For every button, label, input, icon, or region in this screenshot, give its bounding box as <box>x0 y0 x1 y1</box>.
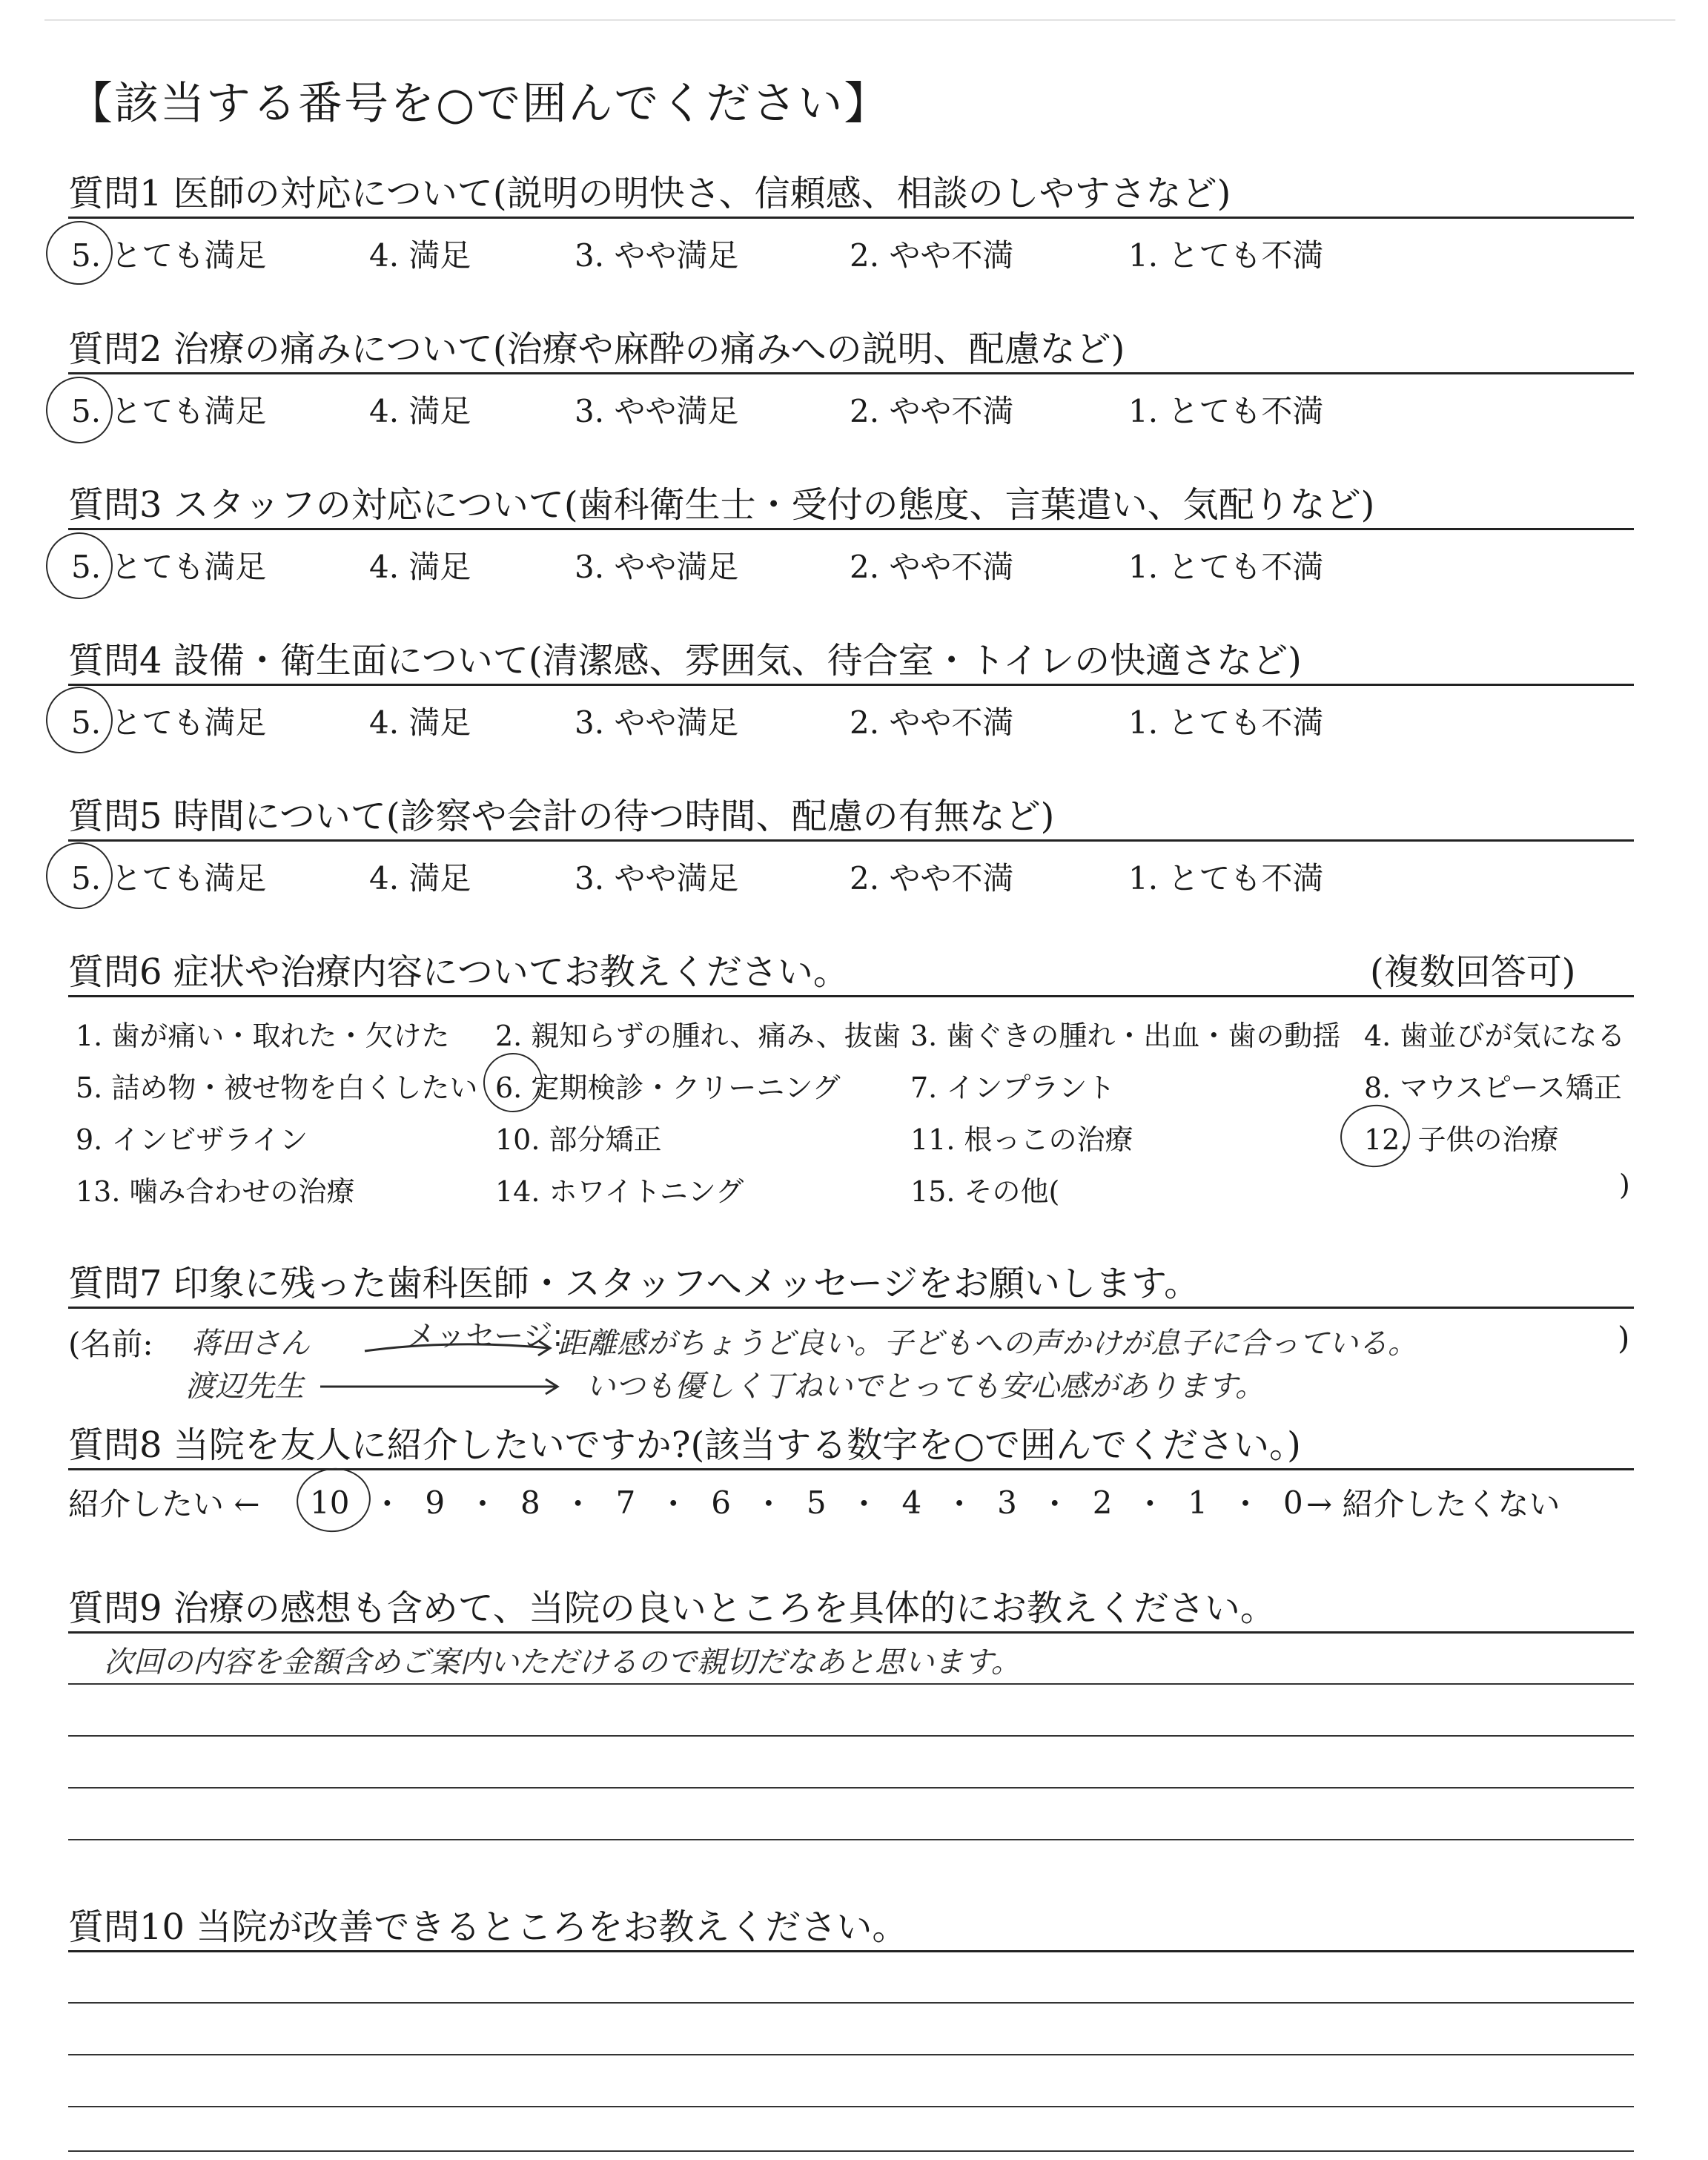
q5-option-5[interactable]: 5. とても満足 <box>71 860 267 896</box>
q1-option-3[interactable]: 3. やや満足 <box>575 237 739 274</box>
q10-answer-line-3 <box>68 2106 1634 2107</box>
q5-option-3[interactable]: 3. やや満足 <box>575 860 739 896</box>
question-1-rule <box>68 217 1634 219</box>
q6-option-8[interactable]: 8. マウスピース矯正 <box>1364 1071 1622 1104</box>
question-7-rule <box>68 1307 1634 1309</box>
q5-selection-circle <box>42 838 117 914</box>
q7-name-label: (名前: <box>68 1326 153 1362</box>
q8-value-7[interactable]: 7 <box>615 1484 636 1521</box>
q8-separator: ・ <box>467 1486 499 1522</box>
q8-scale <box>310 1480 1303 1525</box>
q8-separator: ・ <box>371 1486 403 1522</box>
question-9-rule <box>68 1631 1634 1634</box>
q6-option-15-close: ) <box>1619 1169 1630 1201</box>
q8-left-label: 紹介したい ← <box>68 1486 260 1522</box>
question-2-rule <box>68 372 1634 374</box>
question-10-title: 質問10 当院が改善できるところをお教えください。 <box>68 1906 908 1948</box>
q7-entry-2-message[interactable]: いつも優しく丁ねいでとっても安心感があります。 <box>586 1370 1265 1404</box>
q10-answer-line-1 <box>68 2002 1634 2004</box>
q6-option-9[interactable]: 9. インビザライン <box>76 1123 308 1156</box>
q2-option-5[interactable]: 5. とても満足 <box>71 393 267 429</box>
q4-option-3[interactable]: 3. やや満足 <box>575 704 739 741</box>
q1-option-2[interactable]: 2. やや不満 <box>850 237 1014 274</box>
q8-separator: ・ <box>752 1486 784 1522</box>
q9-answer[interactable]: 次回の内容を金額含めご案内いただけるので親切だなあと思います。 <box>104 1645 1021 1680</box>
question-4-title: 質問4 設備・衛生面について(清潔感、雰囲気、待合室・トイレの快適さなど) <box>68 640 1302 681</box>
q10-answer-line-2 <box>68 2054 1634 2055</box>
q6-option-6[interactable]: 6. 定期検診・クリーニング <box>495 1071 841 1104</box>
question-8-title: 質問8 当院を友人に紹介したいですか?(該当する数字を○で囲んでください。) <box>68 1424 1301 1466</box>
q4-selection-circle <box>42 682 117 758</box>
q4-option-2[interactable]: 2. やや不満 <box>850 704 1014 741</box>
q8-separator: ・ <box>1039 1486 1070 1522</box>
question-8-rule <box>68 1468 1634 1470</box>
q8-value-3[interactable]: 3 <box>997 1484 1017 1521</box>
q8-separator: ・ <box>944 1486 976 1522</box>
q2-option-2[interactable]: 2. やや不満 <box>850 393 1014 429</box>
q6-option-2[interactable]: 2. 親知らずの腫れ、痛み、抜歯 <box>495 1020 901 1052</box>
q6-option-5[interactable]: 5. 詰め物・被せ物を白くしたい <box>76 1071 478 1104</box>
q6-option-12[interactable]: 12. 子供の治療 <box>1364 1123 1559 1156</box>
q4-option-4[interactable]: 4. 満足 <box>369 704 471 741</box>
q7-entry-1-name[interactable]: 蒋田さん <box>191 1327 310 1361</box>
q6-selection-circle-12 <box>1337 1100 1414 1172</box>
question-4-rule <box>68 684 1634 686</box>
q8-value-0[interactable]: 0 <box>1282 1484 1303 1521</box>
question-2-title: 質問2 治療の痛みについて(治療や麻酔の痛みへの説明、配慮など) <box>68 328 1125 370</box>
q6-option-3[interactable]: 3. 歯ぐきの腫れ・出血・歯の動揺 <box>910 1020 1341 1052</box>
q6-option-14[interactable]: 14. ホワイトニング <box>495 1175 744 1208</box>
q1-option-4[interactable]: 4. 満足 <box>369 237 471 274</box>
q3-selection-circle <box>42 528 117 604</box>
q8-selection-circle <box>293 1463 375 1536</box>
q6-option-11[interactable]: 11. 根っこの治療 <box>910 1123 1133 1156</box>
q2-option-4[interactable]: 4. 満足 <box>369 393 471 429</box>
q9-answer-line-2 <box>68 1735 1634 1737</box>
q1-selection-circle <box>42 217 116 289</box>
q1-option-1[interactable]: 1. とても不満 <box>1128 237 1324 274</box>
q1-option-5[interactable]: 5. とても満足 <box>71 237 267 274</box>
q8-value-1[interactable]: 1 <box>1188 1484 1208 1521</box>
q9-answer-line-4 <box>68 1839 1634 1840</box>
question-9-title: 質問9 治療の感想も含めて、当院の良いところを具体的にお教えください。 <box>68 1588 1276 1629</box>
question-3-rule <box>68 528 1634 530</box>
q8-value-8[interactable]: 8 <box>520 1484 540 1521</box>
q7-message-label: メッセージ: <box>406 1319 563 1353</box>
question-3-title: 質問3 スタッフの対応について(歯科衛生士・受付の態度、言葉遣い、気配りなど) <box>68 484 1375 526</box>
q8-value-2[interactable]: 2 <box>1092 1484 1113 1521</box>
q9-answer-line-1 <box>68 1683 1634 1685</box>
q8-separator: ・ <box>562 1486 594 1522</box>
q4-option-5[interactable]: 5. とても満足 <box>71 704 267 741</box>
q8-value-6[interactable]: 6 <box>711 1484 731 1521</box>
q6-option-10[interactable]: 10. 部分矯正 <box>495 1123 662 1156</box>
q8-value-9[interactable]: 9 <box>425 1484 446 1521</box>
question-6-note: (複数回答可) <box>1370 951 1576 993</box>
q8-right-label: → 紹介したくない <box>1306 1486 1560 1522</box>
q7-entry-1-arrow-icon <box>363 1335 556 1364</box>
q7-entry-2-name[interactable]: 渡辺先生 <box>185 1370 304 1404</box>
q6-option-7[interactable]: 7. インプラント <box>910 1071 1116 1104</box>
q6-option-15[interactable]: 15. その他( <box>910 1175 1060 1208</box>
q3-option-1[interactable]: 1. とても不満 <box>1128 549 1324 585</box>
question-7-title: 質問7 印象に残った歯科医師・スタッフへメッセージをお願いします。 <box>68 1263 1200 1304</box>
q8-value-4[interactable]: 4 <box>901 1484 922 1521</box>
q4-option-1[interactable]: 1. とても不満 <box>1128 704 1324 741</box>
q7-entry-2-arrow-icon <box>319 1372 571 1401</box>
q6-option-13[interactable]: 13. 噛み合わせの治療 <box>76 1175 355 1208</box>
q2-option-3[interactable]: 3. やや満足 <box>575 393 739 429</box>
question-6-title: 質問6 症状や治療内容についてお教えください。 <box>68 951 849 993</box>
q3-option-5[interactable]: 5. とても満足 <box>71 549 267 585</box>
q9-answer-line-3 <box>68 1787 1634 1789</box>
q8-separator: ・ <box>1230 1486 1262 1522</box>
q6-option-1[interactable]: 1. 歯が痛い・取れた・欠けた <box>76 1020 450 1052</box>
q5-option-2[interactable]: 2. やや不満 <box>850 860 1014 896</box>
question-1-title: 質問1 医師の対応について(説明の明快さ、信頼感、相談のしやすさなど) <box>68 173 1231 214</box>
q7-entry-1-message[interactable]: 距離感がちょうど良い。子どもへの声かけが息子に合っている。 <box>557 1327 1417 1361</box>
q6-option-4[interactable]: 4. 歯並びが気になる <box>1364 1020 1626 1052</box>
q7-close-paren: ) <box>1618 1320 1630 1356</box>
scan-top-edge <box>44 19 1675 21</box>
q2-option-1[interactable]: 1. とても不満 <box>1128 393 1324 429</box>
q10-answer-line-4 <box>68 2150 1634 2152</box>
question-5-rule <box>68 839 1634 842</box>
q8-value-5[interactable]: 5 <box>806 1484 827 1521</box>
q3-option-2[interactable]: 2. やや不満 <box>850 549 1014 585</box>
q8-separator: ・ <box>848 1486 880 1522</box>
q8-separator: ・ <box>658 1486 689 1522</box>
question-10-rule <box>68 1950 1634 1952</box>
q2-selection-circle <box>42 372 117 448</box>
q5-option-4[interactable]: 4. 満足 <box>369 860 471 896</box>
q3-option-4[interactable]: 4. 満足 <box>369 549 471 585</box>
question-6-rule <box>68 995 1634 997</box>
question-5-title: 質問5 時間について(診察や会計の待つ時間、配慮の有無など) <box>68 796 1055 837</box>
page-title: 【該当する番号を○で囲んでください】 <box>68 78 890 130</box>
q8-value-10[interactable]: 10 <box>310 1484 350 1521</box>
q8-separator: ・ <box>1134 1486 1166 1522</box>
q3-option-3[interactable]: 3. やや満足 <box>575 549 739 585</box>
q6-selection-circle-6 <box>480 1049 546 1116</box>
q5-option-1[interactable]: 1. とても不満 <box>1128 860 1324 896</box>
